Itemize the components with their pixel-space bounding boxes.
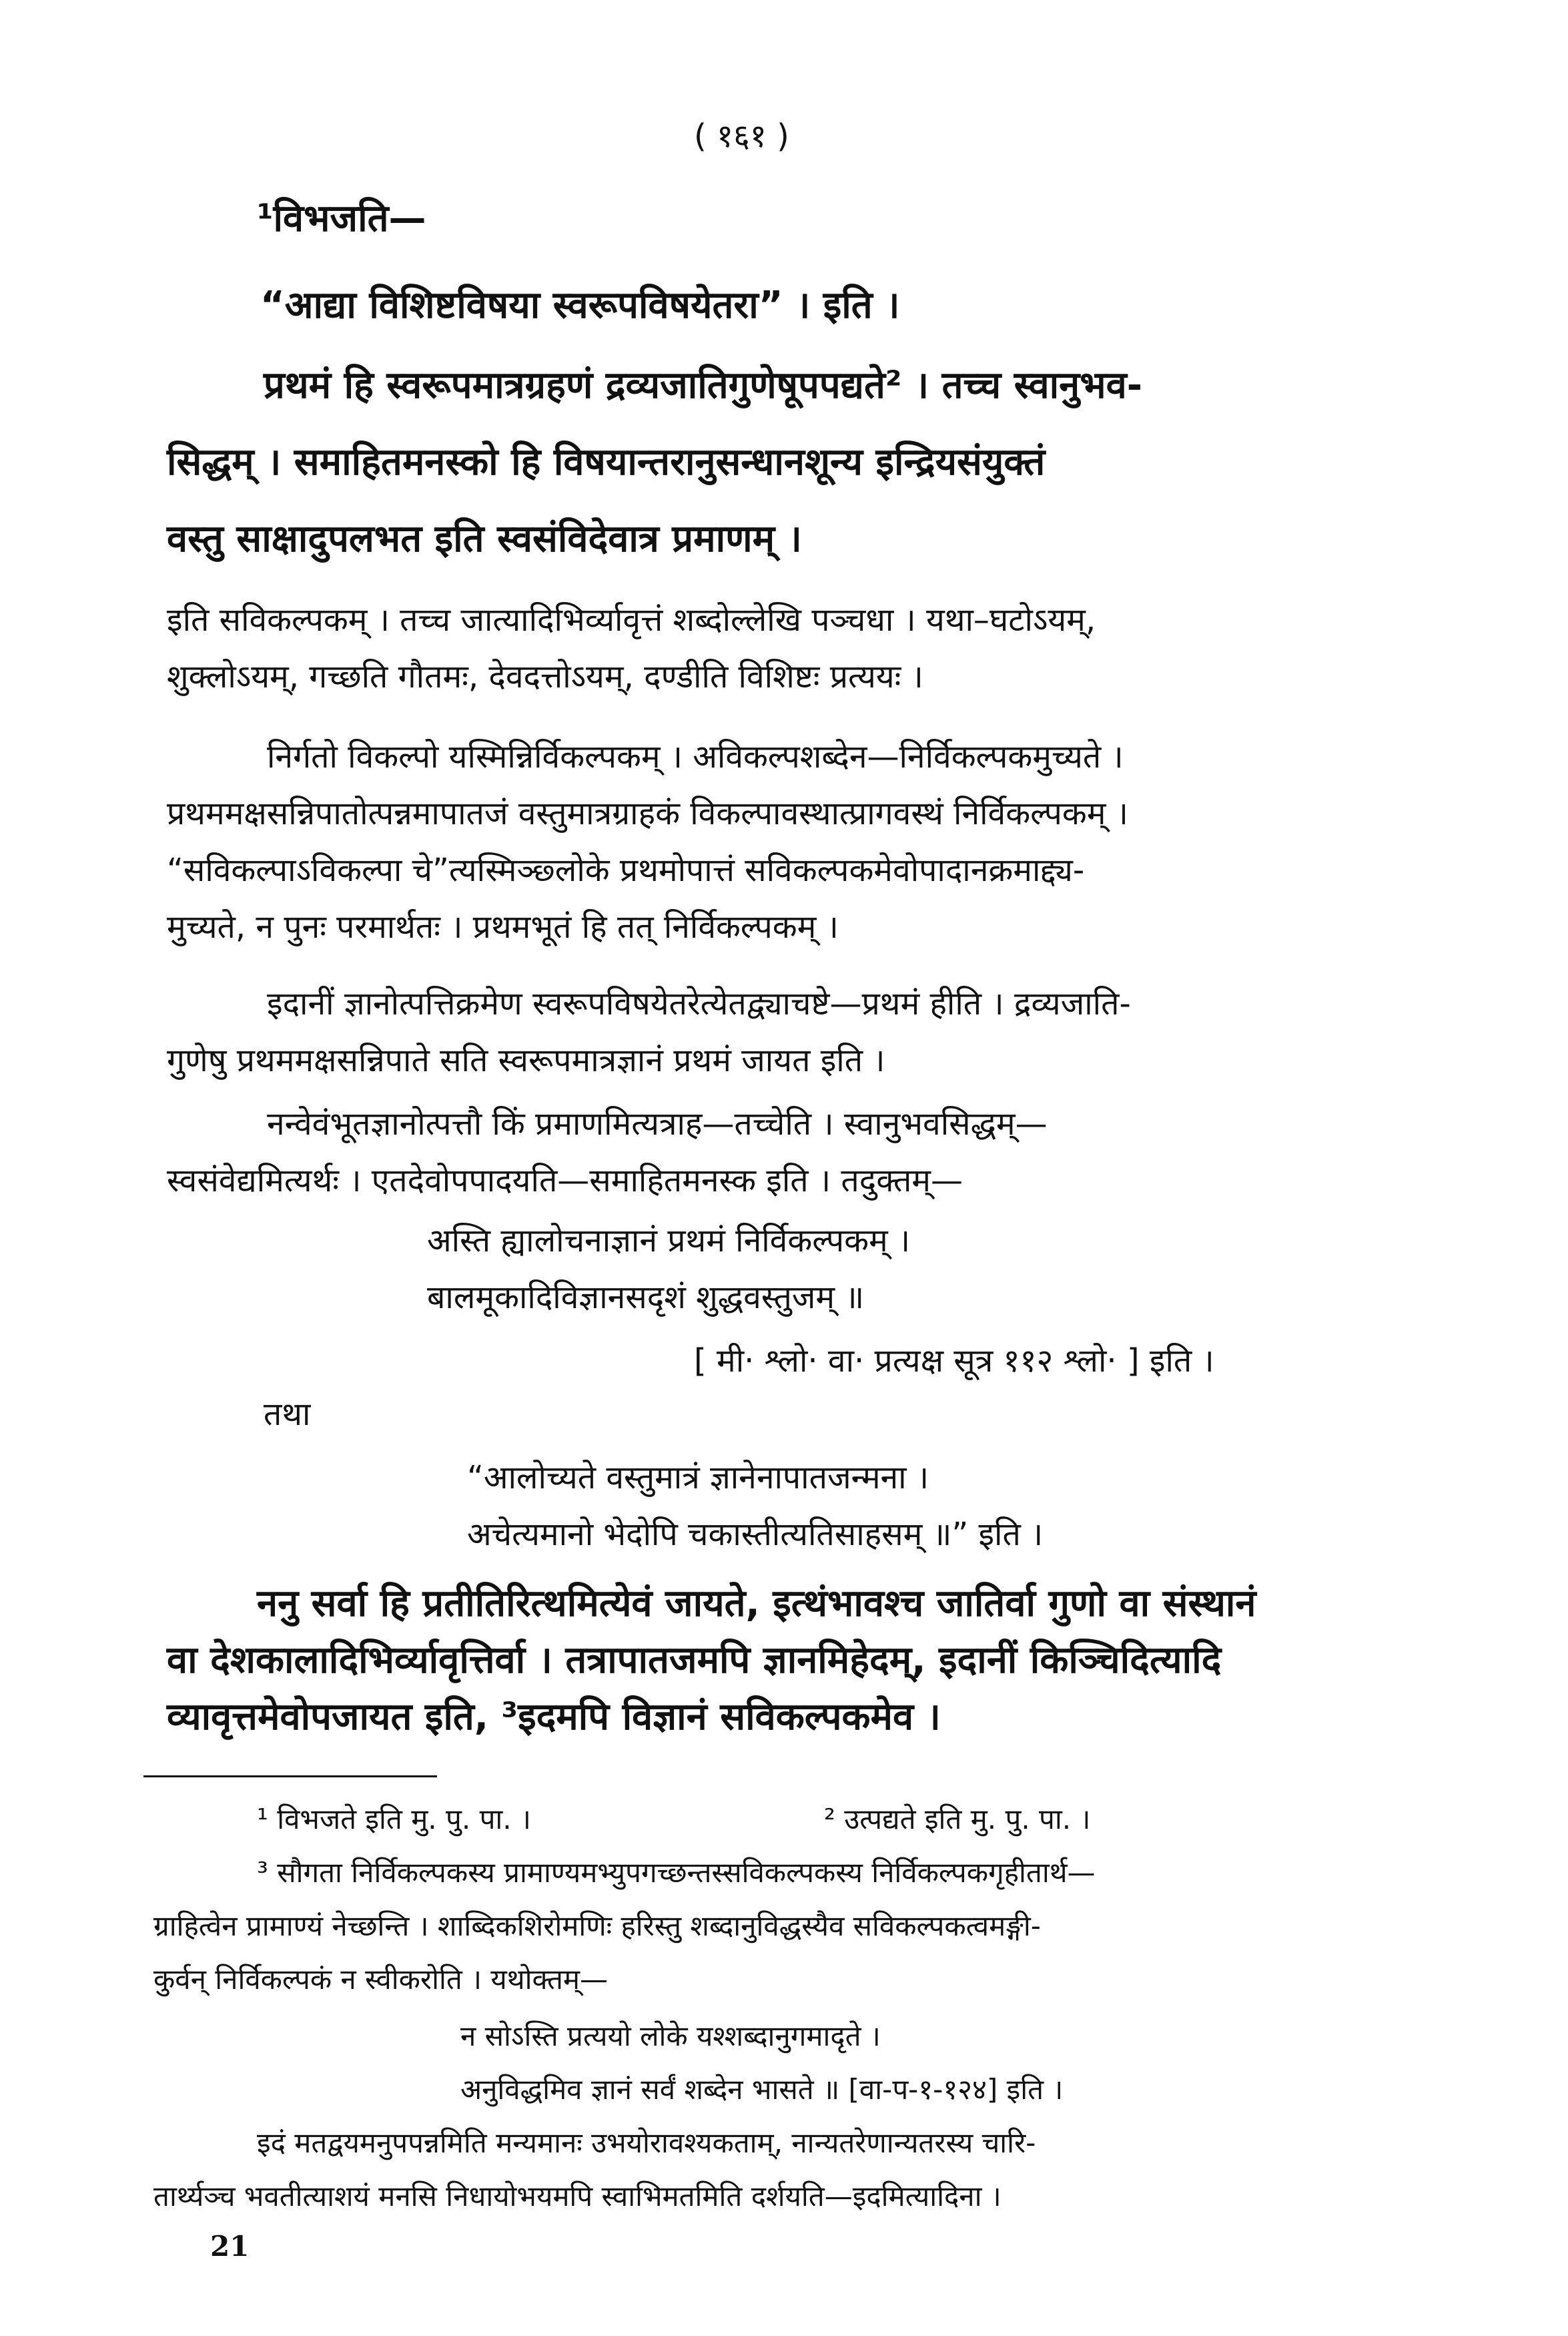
commentary-line: “सविकल्पाऽविकल्पा चे”त्यस्मिञ्छ्लोके प्रथमोपात्तं सविकल्पकमेवोपादानक्रमाद्द्य- [167,852,1085,889]
footnote-separator [143,1775,437,1777]
main-text-line: प्रथमं हि स्वरूपमात्रग्रहणं द्रव्यजातिगुणेषूपपद्यते² । तच्च स्वानुभव- [264,364,1142,407]
verse-line: बालमूकादिविज्ञानसदृशं शुद्धवस्तुजम् ॥ [427,1279,865,1316]
commentary-line: गुणेषु प्रथममक्षसन्निपाते सति स्वरूपमात्रज्ञानं प्रथमं जायत इति । [167,1042,885,1079]
verse-reference: [ मी· श्लो· वा· प्रत्यक्ष सूत्र ११२ श्लो· ] इति । [694,1342,1214,1380]
nanu-line: वा देशकालादिभिर्व्यावृत्तिर्वा । तत्रापातजमपि ज्ञानमिहेदम्, इदानीं किञ्चिदित्यादि [167,1639,1222,1682]
commentary-line: मुच्यते, न पुनः परमार्थतः । प्रथमभूतं हि तत् निर्विकल्पकम् । [167,908,839,946]
footnote-2: ² उत्पद्यते इति मु. पु. पा. । [824,1803,1091,1835]
verse-line: अस्ति ह्यालोचनाज्ञानं प्रथमं निर्विकल्पकम् । [427,1222,911,1259]
commentary-line: इदानीं ज्ञानोत्पत्तिक्रमेण स्वरूपविषयेतरेत्येतद्व्याचष्टे—प्रथमं हीति । द्रव्यजाति- [267,985,1131,1023]
commentary-line: इति सविकल्पकम् । तच्च जात्यादिभिर्व्यावृत्तं शब्दोल्लेखि पञ्चधा । यथा–घटोऽयम्, [167,601,1096,639]
section-heading: ¹विभजति— [257,197,426,240]
main-text-line: सिद्धम् । समाहितमनस्को हि विषयान्तरानुसन्धानशून्य इन्द्रियसंयुक्तं [167,441,1046,484]
nanu-line: ननु सर्वा हि प्रतीतिरित्थमित्येवं जायते, इत्थंभावश्च जातिर्वा गुणो वा संस्थानं [257,1582,1256,1625]
tatha-label: तथा [264,1396,311,1433]
footnote-3-line: ग्राहित्वेन प्रामाण्यं नेच्छन्ति । शाब्दिकशिरोमणिः हरिस्तु शब्दानुविद्धस्यैव सविकल्पकत्वमङ्गी- [153,1910,1041,1942]
nanu-line: व्यावृत्तमेवोपजायत इति, ³इदमपि विज्ञानं सविकल्पकमेव । [167,1695,941,1739]
commentary-line: शुक्लोऽयम्, गच्छति गौतमः, देवदत्तोऽयम्, दण्डीति विशिष्टः प्रत्ययः । [167,658,923,695]
commentary-line: स्वसंवेद्यमित्यर्थः । एतदेवोपपादयति—समाहितमनस्क इति । तदुक्तम्— [167,1162,963,1199]
footnote-3-line: ³ सौगता निर्विकल्पकस्य प्रामाण्यमभ्युपगच्छन्तस्सविकल्पकस्य निर्विकल्पकगृहीतार्थ— [257,1856,1096,1889]
commentary-line: नन्वेवंभूतज्ञानोत्पत्तौ किं प्रमाणमित्यत्राह—तच्चेति । स्वानुभवसिद्धम्— [267,1105,1048,1143]
verse-line: अचेत्यमानो भेदोपि चकास्तीत्यतिसाहसम् ॥” इति । [467,1516,1044,1553]
signature-mark: 21 [210,2230,250,2263]
footnote-3-line: कुर्वन् निर्विकल्पकं न स्वीकरोति । यथोक्तम्— [153,1963,609,1996]
footnote-1: ¹ विभजते इति मु. पु. पा. । [257,1803,531,1835]
page-number: ( १६१ ) [694,117,789,155]
commentary-line: प्रथममक्षसन्निपातोत्पन्नमापातजं वस्तुमात्रग्राहकं विकल्पावस्थात्प्रागवस्थं निर्विकल्पकम् । [167,795,1128,832]
main-text-line: वस्तु साक्षादुपलभत इति स्वसंविदेवात्र प्रमाणम् । [167,517,802,561]
footnote-3-line: तार्थ्यञ्च भवतीत्याशयं मनसि निधायोभयमपि स्वाभिमतमिति दर्शयति—इदमित्यादिना । [153,2180,1002,2213]
footnote-verse-line: अनुविद्धमिव ज्ञानं सर्वं शब्देन भासते ॥ [वा-प-१-१२४] इति । [460,2073,1064,2106]
commentary-line: निर्गतो विकल्पो यस्मिन्निर्विकल्पकम् । अविकल्पशब्देन—निर्विकल्पकमुच्यते । [267,738,1124,776]
verse-line: “आलोच्यते वस्तुमात्रं ज्ञानेनापातजन्मना । [467,1459,929,1496]
footnote-3-line: इदं मतद्वयमनुपपन्नमिति मन्यमानः उभयोरावश्यकताम्, नान्यतरेणान्यतरस्य चारि- [257,2126,1036,2159]
sutra-line: “आद्या विशिष्टविषया स्वरूपविषयेतरा” । इति । [260,284,900,327]
footnote-verse-line: न सोऽस्ति प्रत्ययो लोके यश्शब्दानुगमादृते । [460,2020,881,2052]
